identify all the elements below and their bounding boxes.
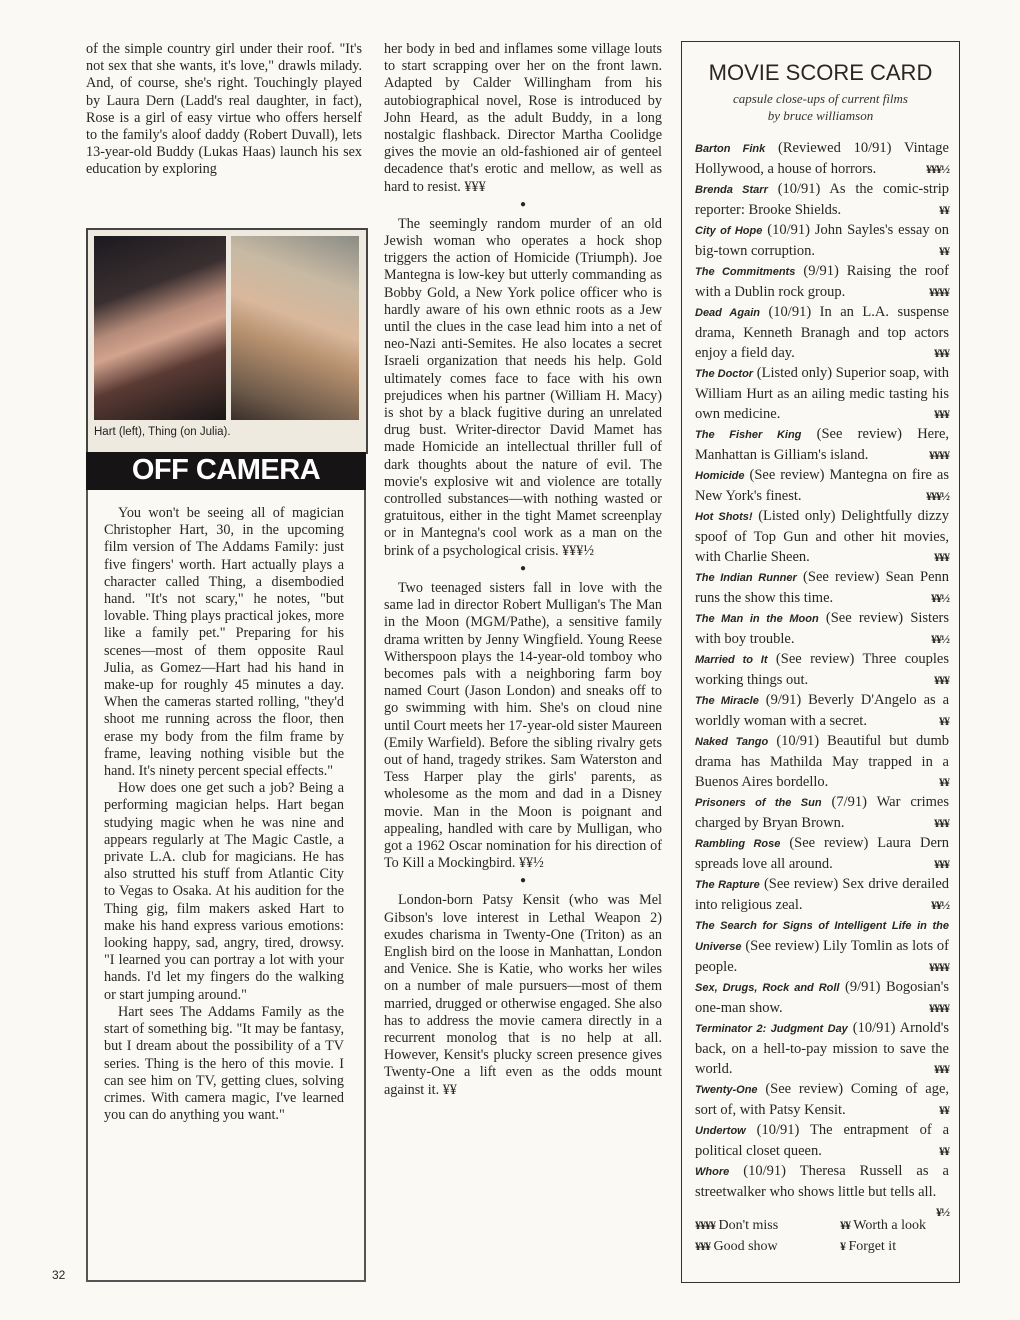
film-blurb: (See review) Mantegna on fire as New York's finest. (695, 467, 949, 504)
film-rating: ¥¥¥ (934, 346, 949, 360)
film-blurb: (See review) Sisters with boy trouble. (695, 610, 949, 647)
film-rating: ¥¥ (939, 1103, 949, 1117)
paragraph: London-born Patsy Kensit (who was Mel Gibson's love interest in Lethal Weapon 2) exudes charisma in Twenty-One (Triton) as an English bird on the loose in Manhattan, London and Venice. She is Katie, who works her wiles on a number of male pursuers—most of them married, drugged or otherwise engaged. She also has to address the movie camera directly in a recurrent monolog that is no help at all. However, Kensit's plucky screen presence gives Twenty-One a lift even as the odds mount against it. ¥¥ (384, 892, 662, 1098)
score-card-entry (695, 138, 949, 179)
film-rating: ¥¥¥¥ (929, 1001, 949, 1015)
film-rating: ¥¥ (939, 714, 949, 728)
bullet-separator: ● (519, 198, 527, 210)
film-blurb: (10/91) Arnold's back, on a hell-to-pay mission to save the world. (695, 1020, 949, 1077)
score-card-entry (695, 915, 949, 977)
score-card-entry (695, 608, 949, 649)
film-rating: ¥¥¥¥ (929, 448, 949, 462)
film-blurb: (9/91) Bogosian's one-man show. (695, 979, 949, 1016)
film-title: The Indian Runner (695, 572, 797, 584)
score-card-title: MOVIE SCORE CARD (708, 60, 933, 85)
film-blurb: (See review) Sex drive derailed into religious zeal. (695, 876, 950, 913)
film-blurb: (10/91) The entrapment of a political closet queen. (695, 1122, 950, 1159)
paragraph: her body in bed and inflames some village louts to start scrapping over her on the front lawn. Adapted by Calder Willingham from his autobiographical novel, Rose is introduced by John Heard, as the adult Buddy, in a long nostalgic flashback. Director Martha Coolidge gives the movie an old-fashioned air of genteel decadence that's erotic and mellow, as well as hard to resist. ¥¥¥ (384, 41, 662, 195)
score-card-entry (695, 1161, 949, 1222)
score-card-entry (695, 363, 949, 424)
film-title: Twenty-One (695, 1084, 758, 1096)
score-card-entry (695, 874, 949, 915)
photo-box (86, 228, 368, 454)
score-card-entry (695, 977, 949, 1018)
score-card-entry (695, 1120, 949, 1161)
film-rating: ¥¥¥ (934, 1062, 949, 1076)
film-rating: ¥¥¥½ (926, 489, 949, 503)
page-number: 32 (52, 1268, 66, 1282)
film-title: Barton Fink (695, 143, 766, 155)
film-title: Whore (695, 1166, 730, 1178)
film-title: The Man in the Moon (695, 613, 819, 625)
movie-score-card (681, 41, 960, 1283)
legend-item (695, 1239, 778, 1255)
paragraph: How does one get such a job? Being a performing magician helps. Hart began studying magic when he was nine and appears regularly at The Magic Castle, a private L.A. club for magicians. He has also strutted his stuff from Atlantic City to Vegas to Osaka. At his audition for the Thing gig, film makers asked Hart to make his hand express various emotions: looking happy, sad, angry, tired, drowsy. "I learned you can portray a lot with your hands. I'd let my fingers do the walking or start jumping around." (104, 780, 344, 1003)
paragraph: You won't be seeing all of magician Christopher Hart, 30, in the upcoming film version of The Addams Family: just five fingers' worth. Hart actually plays a character called Thing, a disembodied hand. "It's not scary," he notes, "but lovable. Thing plays practical jokes, more like a family pet." Preparing for his scenes—most of them opposite Raul Julia, as Gomez—Hart had his hand in make-up for roughly 45 minutes a day. When the cameras started rolling, "they'd shoot me running across the floor, then erase my body from the film frame by frame, leaving nothing visible but the hand. It's ninety percent special effects." (104, 505, 344, 780)
film-title: City of Hope (695, 225, 763, 237)
legend-stars: ¥¥ (840, 1218, 850, 1232)
score-card-list (695, 138, 949, 1222)
subtitle-byline: by bruce williamson (767, 108, 874, 123)
film-blurb: (10/91) Beautiful but dumb drama has Mathilda May trapped in a Buenos Aires bordello. (695, 733, 949, 790)
film-rating: ¥¥ (939, 203, 949, 217)
film-title: The Miracle (695, 695, 759, 707)
score-card-entry (695, 465, 949, 506)
film-blurb: (See review) Here, Manhattan is Gilliam's island. (695, 426, 950, 463)
film-blurb: (See review) Three couples working things out. (695, 651, 950, 688)
paragraph: The seemingly random murder of an old Jewish woman who operates a hock shop triggers the action of Homicide (Triumph). Joe Mantegna is low-key but utterly commanding as Bobby Gold, a New York police officer who is hardly aware of his own ethnic roots as a Jew until the clues in the case lead him into a net of neo-Nazi anti-Semites. He also locates a secret Israeli organization that needs his help. Gold ultimately comes face to face with his own prejudices when his partner (William H. Macy) is shot by a black fugitive during an unrelated drug bust. Writer-director David Mamet has made Homicide an intellectual thriller full of dark thoughts about the nature of evil. The movie's explosive wit and violence are totally controlled substances—with nothing wasted or gratuitous, either in the tight Mamet screenplay or in Mantegna's cool work as a man on the brink of a psychological crisis. ¥¥¥½ (384, 215, 662, 559)
paragraph: Hart sees The Addams Family as the start of something big. "It may be fantasy, but I dream about the possibility of a TV series. Thing is the hero of this movie. I can see him on TV, getting clues, solving crimes. With camera magic, I've learned you can do anything you want." (104, 1003, 344, 1124)
film-title: Rambling Rose (695, 838, 781, 850)
paragraph: of the simple country girl under their roof. "It's not sex that she wants, it's love," drawls milady. And, of course, she's right. Touchingly played by Laura Dern (Ladd's real daughter, in fact), Rose is a girl of easy virtue who offers herself to the family's aloof daddy (Robert Duvall), lets 13-year-old Buddy (Lukas Haas) launch his sex education by exploring (86, 41, 362, 178)
score-card-entry (695, 1018, 949, 1079)
film-blurb: (See review) Coming of age, sort of, with Patsy Kensit. (695, 1081, 950, 1118)
film-rating: ¥¥¥ (934, 673, 949, 687)
photo-christopher-hart (94, 236, 226, 420)
score-card-entry (695, 179, 949, 220)
score-card-entry (695, 567, 949, 608)
score-card-entry (695, 690, 949, 731)
film-blurb: (Listed only) Superior soap, with William Hurt as an ailing medic tasting his own medicine. (695, 365, 949, 422)
film-title: Dead Again (695, 307, 760, 319)
film-rating: ¥¥¥ (934, 550, 949, 564)
film-rating: ¥½ (936, 1205, 949, 1219)
bullet-separator: ● (519, 875, 527, 887)
film-title: The Search for Signs of Intelligent Life in the Universe (695, 920, 949, 953)
film-rating: ¥¥½ (931, 632, 949, 646)
legend-stars: ¥ (840, 1239, 845, 1253)
legend-item (840, 1218, 926, 1234)
film-title: Homicide (695, 470, 745, 482)
film-title: Married to It (695, 654, 768, 666)
film-blurb: (See review) Sean Penn runs the show this time. (695, 569, 950, 606)
score-card-subtitle (682, 90, 959, 124)
film-blurb: (See review) Laura Dern spreads love all around. (695, 835, 950, 872)
score-card-entry (695, 731, 949, 792)
legend-label: Forget it (848, 1239, 897, 1254)
film-title: Naked Tango (695, 736, 769, 748)
legend-item (840, 1239, 896, 1255)
film-title: The Commitments (695, 266, 796, 278)
score-card-entry (695, 424, 949, 465)
film-title: The Rapture (695, 879, 760, 891)
film-blurb: (See review) Lily Tomlin as lots of people. (695, 938, 950, 975)
score-card-entry (695, 1079, 949, 1120)
photo-caption: Hart (left), Thing (on Julia). (94, 426, 231, 438)
film-rating: ¥¥¥ (934, 816, 949, 830)
film-blurb: (9/91) Raising the roof with a Dublin rock group. (695, 263, 949, 300)
film-rating: ¥¥ (939, 775, 949, 789)
film-title: Hot Shots! (695, 511, 753, 523)
legend-stars: ¥¥¥¥ (695, 1218, 715, 1232)
film-blurb: (Listed only) Delightfully dizzy spoof of Top Gun and other hit movies, with Charlie Sheen. (695, 508, 949, 565)
legend-item (695, 1218, 778, 1234)
score-card-entry (695, 792, 949, 833)
score-card-entry (695, 220, 949, 261)
film-rating: ¥¥ (939, 244, 949, 258)
film-title: Terminator 2: Judgment Day (695, 1023, 848, 1035)
off-camera-header (86, 452, 366, 490)
film-rating: ¥¥¥¥ (929, 285, 949, 299)
film-title: Brenda Starr (695, 184, 768, 196)
film-blurb: (Reviewed 10/91) Vintage Hollywood, a house of horrors. (695, 140, 949, 177)
subtitle-line: capsule close-ups of current films (733, 91, 908, 106)
film-rating: ¥¥½ (931, 898, 949, 912)
film-title: The Fisher King (695, 429, 802, 441)
paragraph: Two teenaged sisters fall in love with the same lad in director Robert Mulligan's The Man in the Moon (MGM/Pathe), a sensitive family drama written by Jenny Wingfield. Young Reese Witherspoon plays the 14-year-old tomboy who becomes pals with a neighboring farm boy named Court (Jason London) and sneaks off to go swimming with him. She's on cloud nine until Court meets her 17-year-old sister Maureen (Emily Warfield). Before the sibling rivalry gets out of hand, tragedy strikes. Sam Waterston and Tess Harper play the girls' parents, as wholesome as the mom and dad in a Disney movie. Man in the Moon is poignant and appealing, handled with care by Mulligan, who got a 1962 Oscar nomination for his direction of To Kill a Mockingbird. ¥¥½ (384, 579, 662, 872)
film-blurb: (10/91) In an L.A. suspense drama, Kenneth Branagh and top actors enjoy a field day. (695, 304, 949, 361)
film-blurb: (10/91) As the comic-strip reporter: Brooke Shields. (695, 181, 949, 218)
film-title: Sex, Drugs, Rock and Roll (695, 982, 840, 994)
bullet-separator: ● (519, 562, 527, 574)
film-blurb: (9/91) Beverly D'Angelo as a worldly woman with a secret. (695, 692, 950, 729)
off-camera-text (104, 505, 344, 1124)
film-blurb: (7/91) War crimes charged by Bryan Brown. (695, 794, 950, 831)
legend-label: Worth a look (853, 1218, 926, 1233)
score-card-entry (695, 833, 949, 874)
film-rating: ¥¥ (939, 1144, 949, 1158)
score-card-entry (695, 302, 949, 363)
legend-label: Good show (713, 1239, 778, 1254)
column1-top-text (86, 41, 362, 179)
film-rating: ¥¥¥¥ (929, 960, 949, 974)
film-blurb: (10/91) Theresa Russell as a streetwalker who shows little but tells all. (695, 1163, 949, 1200)
film-blurb: (10/91) John Sayles's essay on big-town corruption. (695, 222, 949, 259)
film-title: Undertow (695, 1125, 746, 1137)
legend-label: Don't miss (718, 1218, 779, 1233)
film-rating: ¥¥¥ (934, 857, 949, 871)
legend-stars: ¥¥¥ (695, 1239, 710, 1253)
score-card-entry (695, 506, 949, 567)
film-rating: ¥¥¥ (934, 407, 949, 421)
film-title: The Doctor (695, 368, 754, 380)
photo-thing-on-julia (231, 236, 359, 420)
off-camera-title: OFF CAMERA (131, 454, 321, 486)
film-title: Prisoners of the Sun (695, 797, 822, 809)
score-card-entry (695, 261, 949, 302)
film-rating: ¥¥¥½ (926, 162, 949, 176)
film-rating: ¥¥½ (931, 591, 949, 605)
score-card-entry (695, 649, 949, 690)
column2-reviews (384, 41, 662, 1099)
